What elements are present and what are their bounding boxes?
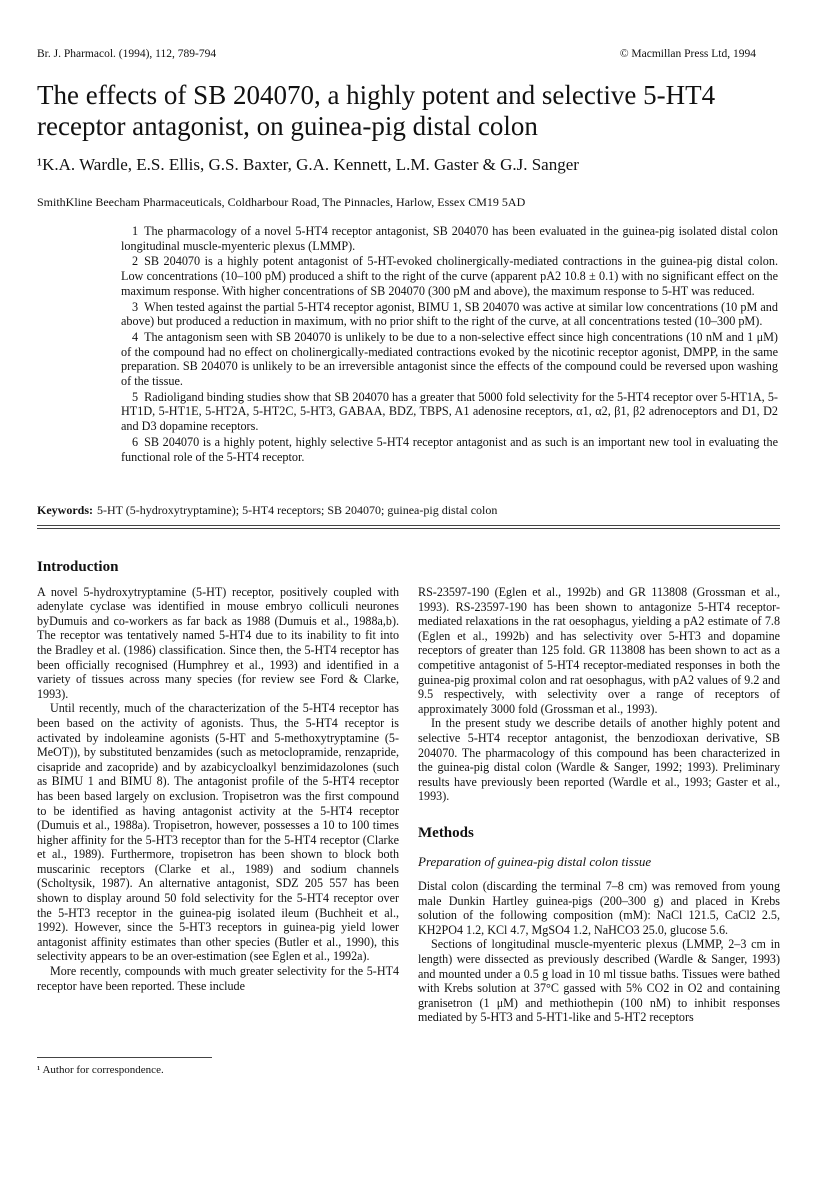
section-heading-methods: Methods xyxy=(418,824,474,841)
divider xyxy=(37,528,780,529)
abstract-item: 4 The antagonism seen with SB 204070 is unlikely to be due to a non-selective effect since high concentrations (10 nM and 1 μM) of the compound had no effect on cholinergically-mediated contractions evoked by the nicotinic receptor agonist, DMPP, in the same preparation. SB 204070 is unlikely to be an irreversible antagonist since the effects of the compound could be reversed upon washing of the tissue. xyxy=(121,329,778,389)
paragraph: Distal colon (discarding the terminal 7–8 cm) was removed from young male Dunkin Hartley guinea-pigs (200–300 g) and placed in Krebs solution of the following composition (mM): NaCl 121.5, CaCl2 2.5, KH2PO4 1.2, KCl 4.7, MgSO4 1.2, NaHCO3 25.0, glucose 5.6. xyxy=(418,879,780,937)
article-title: The effects of SB 204070, a highly potent and selective 5-HT4 receptor antagonist, on guinea-pig distal colon xyxy=(37,80,716,141)
abstract-item: 2 SB 204070 is a highly potent antagonist of 5-HT-evoked cholinergically-mediated contractions in the guinea-pig distal colon. Low concentrations (10–100 pM) produced a shift to the right of the curve (apparent pA2 10.8 ± 0.1) with no significant effect on the maximum response. With higher concentrations of SB 204070 (300 pM and above), the maximum response to 5-HT was reduced. xyxy=(121,254,778,298)
publisher-copyright: © Macmillan Press Ltd, 1994 xyxy=(619,48,756,60)
journal-citation: Br. J. Pharmacol. (1994), 112, 789-794 xyxy=(37,48,217,60)
paragraph: Until recently, much of the characterization of the 5-HT4 receptor has been based on the activity of agonists. Thus, the 5-HT4 receptor is activated by indoleamine agonists (5-HT and 5-methoxytryptamine (5-MeOT)), by substituted benzamides (such as metoclopramide, renzapride, cisapride and zacopride) and by azabicycloalkyl benzimidazolones (such as BIMU 1 and BIMU 8). The antagonist profile of the 5-HT4 receptor has been based largely on exclusion. Tropisetron was the first compound to be identified as having antagonist activity at the 5-HT4 receptor (Dumuis et al., 1988a). Tropisetron, however, possesses a 10 to 100 times higher affinity for the 5-HT3 receptor than for the 5-HT4 receptor (Clarke et al., 1989). Furthermore, tropisetron has been shown to block both muscarinic receptors (Clarke et al., 1989) and sodium channels (Scholtysik, 1987). An alternative antagonist, SDZ 205 557 has been shown to display around 50 fold selectivity for the 5-HT4 receptor over the 5-HT3 receptor in the guinea-pig isolated ileum (Buchheit et al., 1992). However, since the 5-HT3 receptors in guinea-pig yield lower antagonist affinity estimates than other species (Butler et al., 1990), this selectivity appears to be an over-estimation (see Eglen et al., 1992a). xyxy=(37,701,399,964)
abstract-item: 3 When tested against the partial 5-HT4 receptor agonist, BIMU 1, SB 204070 was active at similar low concentrations (10 pM and above) but produced a reduction in maximum, with no prior shift to the right of the curve, at all concentrations tested (10–300 pM). xyxy=(121,299,778,329)
abstract xyxy=(121,224,778,465)
abstract-item: 6 SB 204070 is a highly potent, highly selective 5-HT4 receptor antagonist and as such is an important new tool in evaluating the functional role of the 5-HT4 receptor. xyxy=(121,434,778,464)
abstract-item: 1 The pharmacology of a novel 5-HT4 receptor antagonist, SB 204070 has been evaluated in the guinea-pig isolated distal colon longitudinal muscle-myenteric plexus (LMMP). xyxy=(121,224,778,253)
paragraph: Sections of longitudinal muscle-myenteric plexus (LMMP, 2–3 cm in length) were dissected as previously described (Wardle & Sanger, 1993) and mounted under a 0.5 g load in 10 ml tissue baths. Tissues were bathed with Krebs solution at 37°C gassed with 5% CO2 in O2 and containing granisetron (1 μM) and methiothepin (100 nM) to inhibit responses mediated by 5-HT3 and 5-HT1-like and 5-HT2 receptors xyxy=(418,937,780,1025)
keywords-label: Keywords: xyxy=(37,503,93,517)
footnote: ¹ Author for correspondence. xyxy=(37,1064,164,1076)
right-column xyxy=(418,585,780,1025)
paragraph: In the present study we describe details of another highly potent and selective 5-HT4 receptor antagonist, the benzodioxan derivative, SB 204070. The pharmacology of this compound has been characterized in the guinea-pig distal colon (Wardle & Sanger, 1992; 1993). Preliminary results have previously been reported (Wardle et al., 1993; Gaster et al., 1993). xyxy=(418,716,780,804)
subsection-heading: Preparation of guinea-pig distal colon tissue xyxy=(418,853,652,869)
left-column xyxy=(37,560,399,993)
paragraph: A novel 5-hydroxytryptamine (5-HT) receptor, positively coupled with adenylate cyclase was identified in mouse embryo colliculi neurones byDumuis and co-workers as far back as 1988 (Dumuis et al., 1988a,b). The receptor was tentatively named 5-HT4 due to its inability to fit into the Bradley et al. (1986) classification. Since then, the 5-HT4 receptor has been officially recognised (Humphrey et al., 1993) and identified in a variety of tissues across many species (for review see Ford & Clarke, 1993). xyxy=(37,584,399,701)
author-list: ¹K.A. Wardle, E.S. Ellis, G.S. Baxter, G.A. Kennett, L.M. Gaster & G.J. Sanger xyxy=(37,155,579,174)
paragraph: RS-23597-190 (Eglen et al., 1992b) and GR 113808 (Grossman et al., 1993). RS-23597-190 has been shown to antagonize 5-HT4 receptor-mediated relaxations in the rat oesophagus, yielding a pA2 estimate of 7.8 (Eglen et al., 1992b) and has selectivity over 5-HT3 and dopamine receptors of greater than 125 fold. GR 113808 has been shown to act as a competitive antagonist of 5-HT4 receptor-mediated responses in both the guinea-pig proximal colon and rat oesophagus, with pA2 values of 9.2 and 9.5 respectively, with selectivity over a range of receptors of approximately 3000 fold (Grossman et al., 1993). xyxy=(418,585,780,716)
paragraph: More recently, compounds with much greater selectivity for the 5-HT4 receptor have been reported. These include xyxy=(37,964,399,993)
abstract-item: 5 Radioligand binding studies show that SB 204070 has a greater that 5000 fold selectivity for the 5-HT4 receptor over 5-HT1A, 5-HT1D, 5-HT1E, 5-HT2A, 5-HT2C, 5-HT3, GABAA, BDZ, TBPS, A1 adenosine receptors, α1, α2, β1, β2 adrenoceptors and D1, D2 and D3 dopamine receptors. xyxy=(121,389,778,434)
keywords xyxy=(37,503,782,518)
keywords-text: 5-HT (5-hydroxytryptamine); 5-HT4 receptors; SB 204070; guinea-pig distal colon xyxy=(97,503,498,517)
footnote-rule xyxy=(37,1057,212,1058)
section-heading-introduction: Introduction xyxy=(37,559,119,575)
affiliation: SmithKline Beecham Pharmaceuticals, Coldharbour Road, The Pinnacles, Harlow, Essex CM19 5AD xyxy=(37,195,526,209)
divider xyxy=(37,525,780,526)
